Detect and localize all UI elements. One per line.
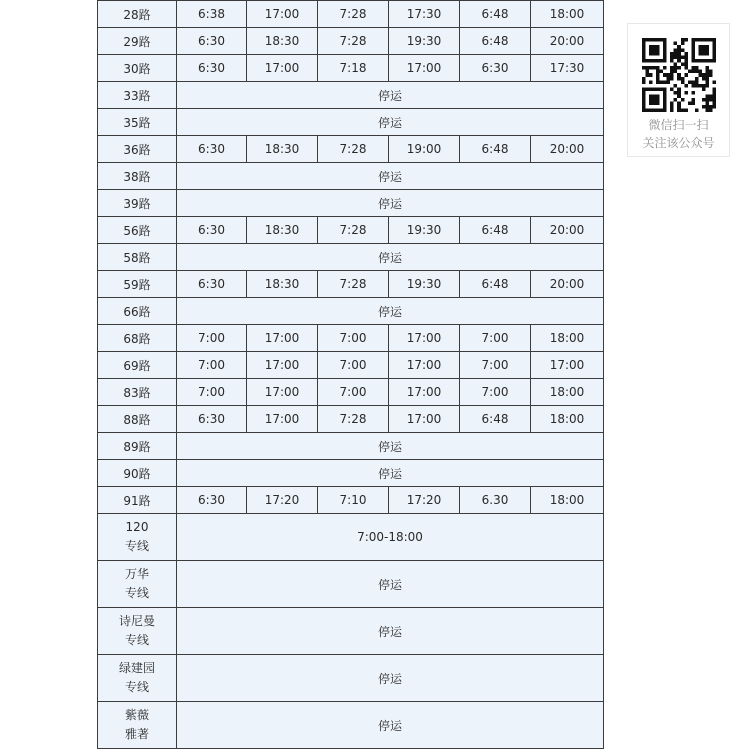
table-row (98, 514, 604, 561)
status-cell-suspended: 停运 (177, 702, 604, 749)
route-cell: 38路 (98, 163, 177, 190)
time-cell: 7:10 (318, 487, 389, 514)
table-row (98, 136, 604, 163)
route-cell: 83路 (98, 379, 177, 406)
time-cell: 7:00 (460, 379, 531, 406)
time-cell: 7:28 (318, 1, 389, 28)
table-row (98, 55, 604, 82)
status-cell-suspended: 停运 (177, 298, 604, 325)
bus-schedule-table (97, 0, 604, 749)
time-cell: 17:00 (389, 406, 460, 433)
time-cell: 18:00 (531, 406, 604, 433)
time-cell: 6:30 (177, 217, 247, 244)
time-cell: 6:30 (177, 406, 247, 433)
status-cell-suspended: 停运 (177, 561, 604, 608)
time-cell: 19:30 (389, 28, 460, 55)
time-cell: 18:30 (247, 28, 318, 55)
time-cell: 18:30 (247, 271, 318, 298)
table-row (98, 28, 604, 55)
route-cell: 30路 (98, 55, 177, 82)
table-row (98, 1, 604, 28)
time-cell: 19:30 (389, 271, 460, 298)
time-cell: 6:30 (177, 28, 247, 55)
time-cell: 7:00 (460, 352, 531, 379)
route-cell: 绿建园 专线 (98, 655, 177, 702)
route-cell: 66路 (98, 298, 177, 325)
table-row (98, 487, 604, 514)
time-cell: 18:30 (247, 136, 318, 163)
status-cell-suspended: 停运 (177, 82, 604, 109)
time-cell: 17:00 (389, 352, 460, 379)
time-cell: 20:00 (531, 28, 604, 55)
table-row (98, 190, 604, 217)
status-cell-suspended: 停运 (177, 163, 604, 190)
status-cell-suspended: 停运 (177, 109, 604, 136)
time-cell: 20:00 (531, 217, 604, 244)
table-row (98, 298, 604, 325)
table-row (98, 271, 604, 298)
route-cell: 28路 (98, 1, 177, 28)
status-cell-suspended: 停运 (177, 655, 604, 702)
status-cell-suspended: 停运 (177, 608, 604, 655)
time-cell: 7:28 (318, 28, 389, 55)
route-cell: 89路 (98, 433, 177, 460)
status-cell-suspended: 停运 (177, 244, 604, 271)
time-cell: 18:30 (247, 217, 318, 244)
route-cell: 58路 (98, 244, 177, 271)
route-cell: 88路 (98, 406, 177, 433)
time-cell: 6:30 (460, 55, 531, 82)
qr-caption-line1: 微信扫一扫 (648, 118, 709, 132)
time-cell: 17:00 (389, 379, 460, 406)
time-cell: 6:48 (460, 1, 531, 28)
qr-caption-line2: 关注该公众号 (642, 136, 715, 150)
time-cell: 6:48 (460, 28, 531, 55)
status-cell-suspended: 停运 (177, 190, 604, 217)
time-cell: 17:00 (247, 406, 318, 433)
time-cell: 7:00 (318, 325, 389, 352)
time-cell: 17:00 (531, 352, 604, 379)
time-cell: 18:00 (531, 487, 604, 514)
time-cell: 6:38 (177, 1, 247, 28)
table-row (98, 244, 604, 271)
table-row (98, 352, 604, 379)
table-row (98, 561, 604, 608)
time-cell: 19:30 (389, 217, 460, 244)
time-cell: 7:28 (318, 406, 389, 433)
status-cell-suspended: 停运 (177, 460, 604, 487)
time-cell: 17:00 (247, 55, 318, 82)
time-cell: 7:28 (318, 136, 389, 163)
time-cell: 17:00 (247, 1, 318, 28)
time-cell: 6:30 (177, 487, 247, 514)
table-row (98, 655, 604, 702)
route-cell: 36路 (98, 136, 177, 163)
time-range-cell: 7:00-18:00 (177, 514, 604, 561)
table-row (98, 460, 604, 487)
time-cell: 7:00 (177, 325, 247, 352)
time-cell: 6:48 (460, 271, 531, 298)
time-cell: 19:00 (389, 136, 460, 163)
time-cell: 17:00 (247, 379, 318, 406)
route-cell: 诗尼曼 专线 (98, 608, 177, 655)
table-row (98, 325, 604, 352)
time-cell: 6:48 (460, 217, 531, 244)
route-cell: 90路 (98, 460, 177, 487)
time-cell: 7:00 (177, 352, 247, 379)
time-cell: 6:30 (177, 271, 247, 298)
time-cell: 17:20 (389, 487, 460, 514)
route-cell: 56路 (98, 217, 177, 244)
route-cell: 万华 专线 (98, 561, 177, 608)
qr-code-icon (642, 38, 716, 112)
route-cell: 69路 (98, 352, 177, 379)
time-cell: 20:00 (531, 136, 604, 163)
table-row (98, 109, 604, 136)
route-cell: 91路 (98, 487, 177, 514)
table-row (98, 702, 604, 749)
time-cell: 20:00 (531, 271, 604, 298)
wechat-qr-panel (627, 23, 730, 157)
route-cell: 33路 (98, 82, 177, 109)
time-cell: 7:00 (318, 379, 389, 406)
route-cell: 紫薇 雅著 (98, 702, 177, 749)
time-cell: 6:30 (177, 136, 247, 163)
time-cell: 18:00 (531, 325, 604, 352)
route-cell: 35路 (98, 109, 177, 136)
time-cell: 7:00 (318, 352, 389, 379)
table-row (98, 433, 604, 460)
route-cell: 29路 (98, 28, 177, 55)
time-cell: 17:00 (389, 55, 460, 82)
table-row (98, 406, 604, 433)
time-cell: 17:00 (247, 352, 318, 379)
route-cell: 59路 (98, 271, 177, 298)
table-row (98, 163, 604, 190)
time-cell: 6:48 (460, 406, 531, 433)
table-row (98, 608, 604, 655)
time-cell: 7:18 (318, 55, 389, 82)
time-cell: 17:20 (247, 487, 318, 514)
table-row (98, 82, 604, 109)
status-cell-suspended: 停运 (177, 433, 604, 460)
time-cell: 17:00 (389, 325, 460, 352)
time-cell: 7:00 (460, 325, 531, 352)
time-cell: 17:30 (531, 55, 604, 82)
table-row (98, 379, 604, 406)
time-cell: 18:00 (531, 379, 604, 406)
time-cell: 17:00 (247, 325, 318, 352)
time-cell: 7:00 (177, 379, 247, 406)
time-cell: 17:30 (389, 1, 460, 28)
time-cell: 7:28 (318, 271, 389, 298)
time-cell: 7:28 (318, 217, 389, 244)
time-cell: 6.30 (460, 487, 531, 514)
time-cell: 6:48 (460, 136, 531, 163)
route-cell: 68路 (98, 325, 177, 352)
table-row (98, 217, 604, 244)
time-cell: 18:00 (531, 1, 604, 28)
route-cell: 120 专线 (98, 514, 177, 561)
route-cell: 39路 (98, 190, 177, 217)
time-cell: 6:30 (177, 55, 247, 82)
